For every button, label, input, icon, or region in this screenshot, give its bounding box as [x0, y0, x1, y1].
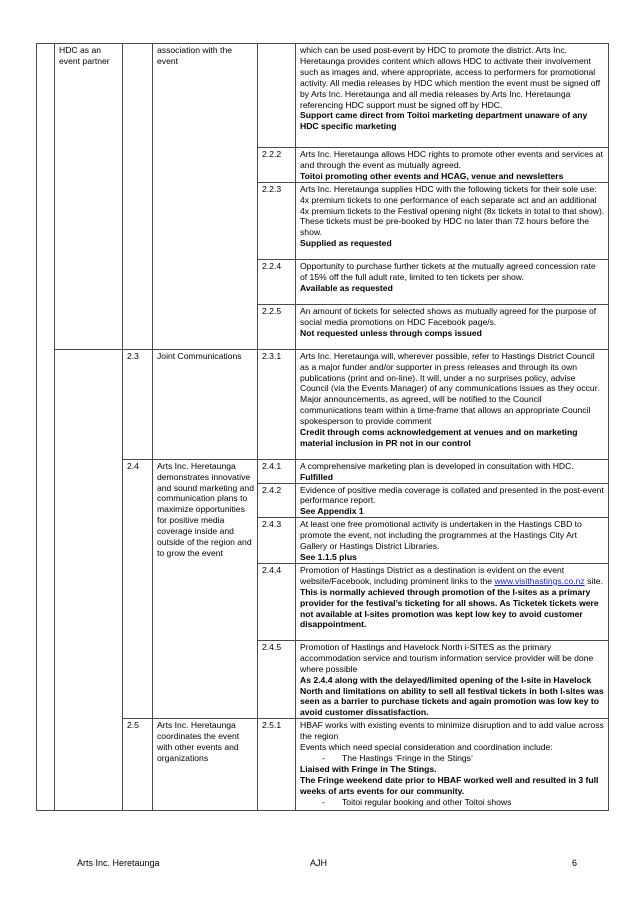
dash-text: The Hastings ‘Fringe in the Stings’: [342, 752, 473, 763]
item-number: 2.4.2: [262, 484, 282, 495]
section-number-cell: [123, 719, 153, 811]
item-number: 2.4.5: [262, 641, 282, 652]
item-text: 4x premium tickets to one performance of each separate act and an additional 4x premium tickets to the Festival opening night (8x tickets in total to that show). These tickets must be pre-booked by HDC no later than 72 hours before the show.: [300, 194, 605, 238]
section-number: 2.4: [127, 460, 139, 471]
item-text-cell: [296, 719, 609, 811]
item-number-cell: [258, 259, 296, 304]
dash-bullet: -: [322, 752, 325, 763]
item-number-cell: [258, 349, 296, 459]
obligations-table: [36, 43, 609, 811]
item-text: Opportunity to purchase further tickets at the mutually agreed concession rate of 15% off the full adult rate, limited to ten tickets per show.: [300, 260, 596, 282]
item-outcome: Credit through coms acknowledgement at venues and on marketing material inclusion in PR not in our control: [300, 427, 578, 448]
item-number: 2.2.3: [262, 183, 282, 194]
item-number-cell: [258, 518, 296, 564]
table-row: [37, 44, 609, 148]
item-text: An amount of tickets for selected shows as mutually agreed for the purpose of social media promotions on HDC Facebook page/s.: [300, 305, 597, 327]
item-text: At least one free promotional activity is undertaken in the Hastings CBD to promote the event, not including the programmes at the Hastings City Art Gallery or Hastings District Libraries.: [300, 519, 582, 552]
margin-cell: [37, 44, 55, 811]
item-outcome: Available as requested: [300, 282, 393, 293]
item-outcome: Not requested unless through comps issued: [300, 327, 482, 338]
item-number-cell: [258, 182, 296, 259]
item-outcome: Liaised with Fringe in The Stings.: [300, 763, 437, 774]
item-text: Events which need special consideration and coordination include:: [300, 742, 553, 753]
item-text: Promotion of Hastings District as a destination is evident on the event website/Facebook, including prominent links to the: [300, 564, 565, 586]
item-outcome: Toitoi promoting other events and HCAG, venue and newsletters: [300, 170, 564, 181]
item-text: Arts Inc. Heretaunga supplies HDC with the following tickets for their sole use:: [300, 183, 597, 194]
footer-left: Arts Inc. Heretaunga: [77, 858, 160, 868]
item-number-cell: [258, 719, 296, 811]
item-number-cell: [258, 44, 296, 148]
section-number-cell: [123, 349, 153, 459]
section-number-cell: [123, 44, 153, 350]
item-number-cell: [258, 148, 296, 183]
item-outcome: See 1.1.5 plus: [300, 551, 357, 562]
section-number-cell: [123, 459, 153, 719]
item-number: 2.2.2: [262, 149, 282, 159]
item-outcome: As 2.4.4 along with the delayed/limited opening of the I-site in Havelock North and limitations on ability to sell all festival tickets in both I-sites was seen as a barrier to purchase tickets and again promotion was low key to avoid customer dissatisfaction.: [300, 674, 604, 718]
subsection-title-cell: [153, 44, 258, 350]
item-number: 2.5.1: [262, 720, 282, 731]
item-outcome: Supplied as requested: [300, 238, 392, 249]
item-text: site.: [584, 575, 603, 586]
item-text: Arts Inc. Heretaunga will, wherever possible, refer to Hastings District Council as a major funder and/or supporter in press releases and through its own publications (print and on-line). It will, under a no surprises policy, advise Council (via the Events Manager) of any communications issues as they occur. Major announcements, as agreed, will be notified to the Council communications team within a time-frame that allows an appropriate Council spokesperson to provide comment: [300, 350, 600, 427]
item-number-cell: [258, 483, 296, 518]
table-row: [37, 349, 609, 459]
item-outcome: Support came direct from Toitoi marketing department unaware of any HDC specific marketing: [300, 110, 588, 132]
item-number: 2.2.4: [262, 260, 282, 271]
item-text-cell: [296, 182, 609, 259]
item-text: which can be used post-event by HDC to promote the district. Arts Inc. Heretaunga provides content which allows HDC to activate their involvement such as images and, where appropriate, access to performers for promotional activity. All media releases by HDC which mention the event must be signed off by Arts Inc. Heretaunga and all media releases by Arts Inc. Heretaunga referencing HDC support must be signed off by HDC.: [300, 45, 601, 110]
item-number-cell: [258, 304, 296, 349]
item-number: 2.4.4: [262, 564, 282, 575]
dash-bullet: -: [322, 796, 325, 807]
item-outcome: Fulfilled: [300, 471, 333, 482]
item-number: 2.4.1: [262, 460, 282, 471]
subsection-title: Joint Communications: [157, 350, 242, 361]
item-number: 2.2.5: [262, 305, 282, 316]
item-text-cell: [296, 44, 609, 148]
item-outcome: This is normally achieved through promotion of the I-sites as a primary provider for the festival’s ticketing for all shows. As Ticketek tickets were not available at I-sites promotion was kept low key to avoid customer disappointment.: [300, 586, 599, 630]
subsection-title-cell: [153, 459, 258, 719]
subsection-title: association with the event: [157, 45, 232, 66]
table-row: [37, 719, 609, 811]
dash-list-item: [300, 797, 605, 808]
section-number: 2.5: [127, 720, 139, 731]
item-text-cell: [296, 349, 609, 459]
item-text: HBAF works with existing events to minimize disruption and to add value across the region: [300, 720, 604, 742]
item-text: Arts Inc. Heretaunga allows HDC rights to promote other events and services at and through the event as mutually agreed.: [300, 149, 603, 170]
section-title: HDC as an event partner: [59, 45, 110, 66]
item-outcome: See Appendix 1: [300, 506, 364, 517]
item-number-cell: [258, 640, 296, 718]
item-text-cell: [296, 304, 609, 349]
table-row: [37, 459, 609, 483]
footer-center: AJH: [310, 858, 328, 868]
item-text-cell: [296, 459, 609, 483]
item-text-cell: [296, 483, 609, 518]
subsection-title-cell: [153, 349, 258, 459]
item-text-cell: [296, 148, 609, 183]
item-number: 2.3.1: [262, 350, 282, 361]
item-text: Evidence of positive media coverage is collated and presented in the post-event performance report.: [300, 484, 604, 506]
section-title-cell: [55, 44, 123, 350]
section-title-cell: [55, 349, 123, 811]
item-outcome: The Fringe weekend date prior to HBAF worked well and resulted in 3 full weeks of arts events for our community.: [300, 774, 599, 796]
dash-text: Toitoi regular booking and other Toitoi shows: [342, 796, 512, 807]
item-number-cell: [258, 459, 296, 483]
section-number: 2.3: [127, 350, 139, 361]
visithastings-link[interactable]: www.visithastings.co.nz: [494, 575, 585, 586]
item-text-cell: [296, 259, 609, 304]
page-number: 6: [572, 858, 578, 868]
subsection-title: Arts Inc. Heretaunga demonstrates innovative and sound marketing and communication plans to maximize opportunities for positive media coverage inside and outside of the region and to grow the event: [157, 460, 254, 558]
subsection-title-cell: [153, 719, 258, 811]
item-text-cell: [296, 640, 609, 718]
dash-list-item: [300, 753, 605, 764]
item-text: A comprehensive marketing plan is developed in consultation with HDC.: [300, 460, 574, 471]
item-text-cell: [296, 563, 609, 640]
item-number-cell: [258, 563, 296, 640]
item-text: Promotion of Hastings and Havelock North i-SITES as the primary accommodation service and tourism information service provider will be done where possible: [300, 641, 594, 674]
item-text-cell: [296, 518, 609, 564]
item-number: 2.4.3: [262, 519, 282, 530]
subsection-title: Arts Inc. Heretaunga coordinates the event with other events and organizations: [157, 720, 240, 763]
